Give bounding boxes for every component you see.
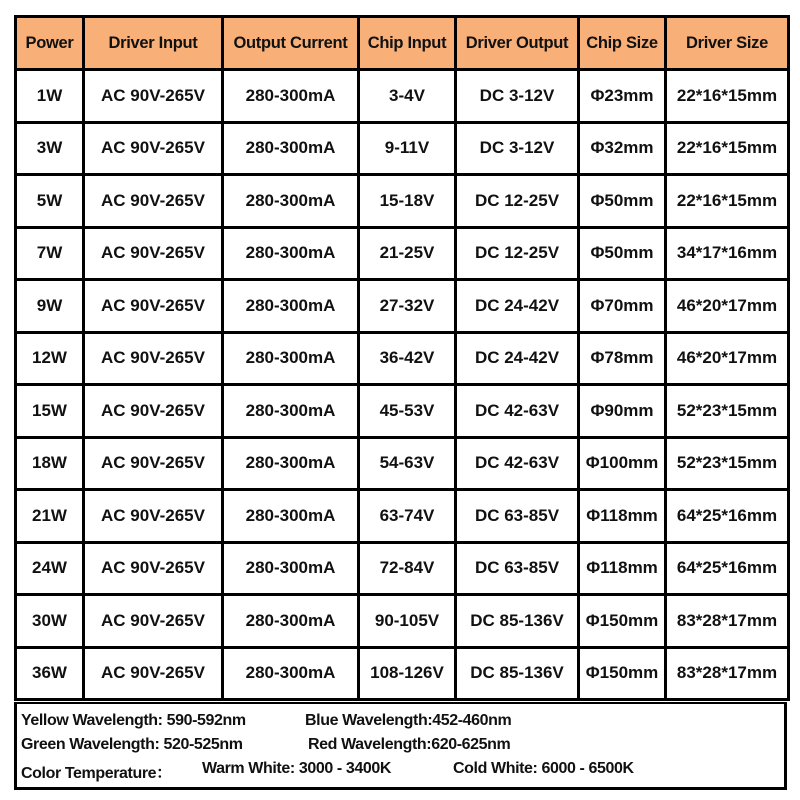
cell-chip-input: 90-105V <box>359 595 456 648</box>
color-temperature-label: Color Temperature： <box>21 765 172 782</box>
cell-power: 7W <box>16 227 84 280</box>
cell-driver-size: 22*16*15mm <box>666 122 789 175</box>
cell-output-current: 280-300mA <box>223 437 359 490</box>
cell-driver-output: DC 24-42V <box>456 280 579 333</box>
table-row <box>16 385 789 438</box>
cell-chip-size: Φ100mm <box>579 437 666 490</box>
cell-power: 24W <box>16 542 84 595</box>
cell-driver-output: DC 24-42V <box>456 332 579 385</box>
cell-chip-size: Φ32mm <box>579 122 666 175</box>
cell-power: 30W <box>16 595 84 648</box>
cell-chip-input: 15-18V <box>359 175 456 228</box>
header-chip-size: Chip Size <box>579 17 666 70</box>
cell-output-current: 280-300mA <box>223 175 359 228</box>
cell-driver-size: 34*17*16mm <box>666 227 789 280</box>
cell-output-current: 280-300mA <box>223 595 359 648</box>
cell-driver-input: AC 90V-265V <box>84 122 223 175</box>
cell-driver-size: 83*28*17mm <box>666 647 789 700</box>
red-wavelength: Red Wavelength:620-625nm <box>308 736 511 753</box>
cell-driver-input: AC 90V-265V <box>84 490 223 543</box>
table-row <box>16 122 789 175</box>
header-driver-input: Driver Input <box>84 17 223 70</box>
cell-driver-input: AC 90V-265V <box>84 332 223 385</box>
cell-power: 15W <box>16 385 84 438</box>
cell-power: 9W <box>16 280 84 333</box>
header-chip-input: Chip Input <box>359 17 456 70</box>
table-row <box>16 175 789 228</box>
cell-chip-size: Φ70mm <box>579 280 666 333</box>
header-row <box>16 17 789 70</box>
cell-output-current: 280-300mA <box>223 70 359 123</box>
cell-output-current: 280-300mA <box>223 542 359 595</box>
cell-driver-input: AC 90V-265V <box>84 542 223 595</box>
cell-driver-output: DC 12-25V <box>456 175 579 228</box>
cell-driver-output: DC 63-85V <box>456 542 579 595</box>
blue-wavelength: Blue Wavelength:452-460nm <box>305 712 512 729</box>
cell-chip-size: Φ118mm <box>579 542 666 595</box>
header-power: Power <box>16 17 84 70</box>
cell-driver-output: DC 63-85V <box>456 490 579 543</box>
cell-output-current: 280-300mA <box>223 647 359 700</box>
cell-driver-size: 52*23*15mm <box>666 437 789 490</box>
table-row <box>16 437 789 490</box>
cell-driver-size: 46*20*17mm <box>666 332 789 385</box>
cell-chip-size: Φ90mm <box>579 385 666 438</box>
warm-white: Warm White: 3000 - 3400K <box>202 760 391 777</box>
header-driver-size: Driver Size <box>666 17 789 70</box>
cell-driver-input: AC 90V-265V <box>84 175 223 228</box>
cell-chip-size: Φ23mm <box>579 70 666 123</box>
cell-chip-size: Φ50mm <box>579 175 666 228</box>
cell-driver-size: 64*25*16mm <box>666 490 789 543</box>
cell-driver-size: 64*25*16mm <box>666 542 789 595</box>
cell-output-current: 280-300mA <box>223 332 359 385</box>
cell-chip-input: 54-63V <box>359 437 456 490</box>
cell-driver-output: DC 85-136V <box>456 647 579 700</box>
cell-driver-output: DC 3-12V <box>456 70 579 123</box>
cell-chip-input: 3-4V <box>359 70 456 123</box>
cell-chip-size: Φ78mm <box>579 332 666 385</box>
table-row <box>16 332 789 385</box>
cell-output-current: 280-300mA <box>223 122 359 175</box>
cell-driver-output: DC 85-136V <box>456 595 579 648</box>
cell-chip-size: Φ150mm <box>579 595 666 648</box>
table-row <box>16 647 789 700</box>
cell-driver-output: DC 42-63V <box>456 385 579 438</box>
green-wavelength: Green Wavelength: 520-525nm <box>21 736 243 753</box>
cell-driver-output: DC 3-12V <box>456 122 579 175</box>
cell-chip-input: 72-84V <box>359 542 456 595</box>
cell-driver-input: AC 90V-265V <box>84 595 223 648</box>
cell-driver-size: 22*16*15mm <box>666 70 789 123</box>
cell-driver-size: 83*28*17mm <box>666 595 789 648</box>
cell-driver-input: AC 90V-265V <box>84 647 223 700</box>
cell-driver-input: AC 90V-265V <box>84 437 223 490</box>
cell-driver-input: AC 90V-265V <box>84 70 223 123</box>
table-row <box>16 280 789 333</box>
table-row <box>16 595 789 648</box>
cell-chip-size: Φ118mm <box>579 490 666 543</box>
cell-chip-input: 108-126V <box>359 647 456 700</box>
cell-chip-input: 45-53V <box>359 385 456 438</box>
cell-output-current: 280-300mA <box>223 227 359 280</box>
cell-power: 21W <box>16 490 84 543</box>
cell-driver-size: 46*20*17mm <box>666 280 789 333</box>
cell-output-current: 280-300mA <box>223 490 359 543</box>
cell-driver-output: DC 42-63V <box>456 437 579 490</box>
cell-power: 12W <box>16 332 84 385</box>
cold-white: Cold White: 6000 - 6500K <box>453 760 634 777</box>
cell-chip-size: Φ150mm <box>579 647 666 700</box>
spec-table <box>14 15 790 701</box>
cell-power: 3W <box>16 122 84 175</box>
wavelength-notes <box>14 702 787 790</box>
header-driver-output: Driver Output <box>456 17 579 70</box>
cell-chip-size: Φ50mm <box>579 227 666 280</box>
cell-output-current: 280-300mA <box>223 280 359 333</box>
cell-driver-size: 52*23*15mm <box>666 385 789 438</box>
cell-power: 5W <box>16 175 84 228</box>
cell-chip-input: 63-74V <box>359 490 456 543</box>
table-row <box>16 227 789 280</box>
cell-chip-input: 9-11V <box>359 122 456 175</box>
cell-driver-input: AC 90V-265V <box>84 385 223 438</box>
cell-driver-input: AC 90V-265V <box>84 280 223 333</box>
cell-power: 36W <box>16 647 84 700</box>
cell-output-current: 280-300mA <box>223 385 359 438</box>
yellow-wavelength: Yellow Wavelength: 590-592nm <box>21 712 246 729</box>
cell-power: 18W <box>16 437 84 490</box>
cell-driver-size: 22*16*15mm <box>666 175 789 228</box>
cell-chip-input: 21-25V <box>359 227 456 280</box>
table-row <box>16 490 789 543</box>
table-row <box>16 70 789 123</box>
cell-driver-output: DC 12-25V <box>456 227 579 280</box>
header-output-current: Output Current <box>223 17 359 70</box>
cell-chip-input: 36-42V <box>359 332 456 385</box>
cell-chip-input: 27-32V <box>359 280 456 333</box>
cell-power: 1W <box>16 70 84 123</box>
cell-driver-input: AC 90V-265V <box>84 227 223 280</box>
table-row <box>16 542 789 595</box>
